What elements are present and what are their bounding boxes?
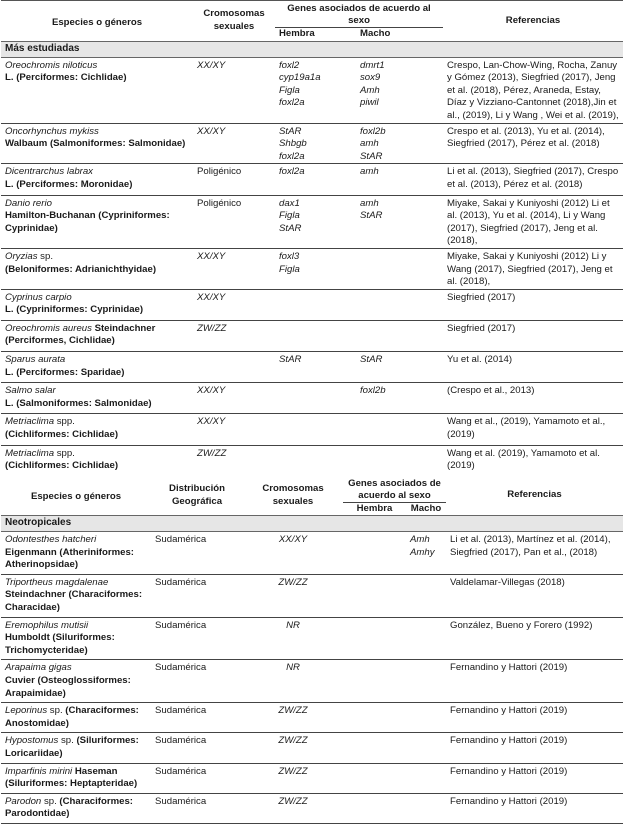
gene-name: Figla — [279, 84, 300, 96]
female-genes-cell — [343, 793, 406, 823]
chromosomes-cell: ZW/ZZ — [278, 765, 308, 777]
chromosomes-cell: ZW/ZZ — [278, 576, 308, 588]
header-female: Hembra — [275, 28, 356, 42]
species-taxonomy: Walbaum (Salmoniformes: Salmonidae) — [5, 138, 186, 150]
species-name-line — [5, 323, 189, 336]
chromosomes-cell: ZW/ZZ — [278, 705, 308, 717]
chromosomes-cell: XX/XY — [197, 250, 226, 262]
table-row — [1, 352, 623, 383]
female-genes-cell — [275, 248, 356, 289]
references-cell: Fernandino y Hattori (2019) — [450, 735, 568, 747]
header-references: Referencias — [505, 14, 561, 26]
header2-chromosomes: Cromosomas sexuales — [262, 483, 324, 507]
species-name-line — [5, 166, 189, 179]
chromosomes-cell: ZW/ZZ — [197, 322, 227, 334]
species-cell — [1, 383, 193, 414]
species-qualifier: spp. — [54, 447, 75, 459]
species-scientific-name: Danio rerio — [5, 197, 52, 209]
gene-name: Amh — [410, 534, 430, 545]
species-name-line — [5, 735, 147, 748]
species-name-line — [5, 198, 189, 211]
gene-name: dmrt1 — [360, 59, 385, 71]
male-genes-cell — [406, 574, 446, 617]
references-cell: Miyake, Sakai y Kuniyoshi (2012) Li et al. (2013), Yu et al. (2014), Li y Wang (2017), Siegfried (2017), Jeng et al. (2018), — [447, 197, 610, 247]
gene-name: StAR — [360, 210, 383, 222]
gene-name: foxl2a — [279, 166, 305, 178]
gene-name: StAR — [279, 125, 302, 137]
chromosomes-cell: Poligénico — [197, 166, 242, 178]
species-cell — [1, 123, 193, 164]
distribution-cell: Sudamérica — [155, 662, 207, 674]
species-scientific-name: Parodon — [5, 795, 42, 807]
species-taxonomy: (Siluriformes: Heptapteridae) — [5, 778, 138, 790]
section-neotropical: Neotropicales — [5, 517, 72, 529]
male-genes-cell — [406, 763, 446, 793]
male-genes-cell — [406, 617, 446, 660]
species-scientific-name: Imparfinis mirini — [5, 765, 73, 777]
species-taxonomy: (Cichliformes: Cichlidae) — [5, 460, 119, 472]
species-name-line — [5, 448, 189, 461]
species-scientific-name: Oryzias — [5, 250, 38, 262]
gene-name: amh — [360, 197, 379, 209]
species-taxonomy: L. (Perciformes: Moronidae) — [5, 178, 133, 190]
species-taxonomy: L. (Perciformes: Cichlidae) — [5, 72, 127, 84]
gene-name: amh — [360, 138, 379, 150]
species-name-line — [5, 385, 189, 398]
species-cell — [1, 414, 193, 445]
chromosomes-cell: ZW/ZZ — [197, 447, 227, 459]
species-taxonomy: (Cichliformes: Cichlidae) — [5, 429, 119, 441]
male-genes-cell — [356, 352, 443, 383]
species-taxonomy: (Beloniformes: Adrianichthyidae) — [5, 263, 157, 275]
species-cell — [1, 195, 193, 248]
male-genes-cell — [406, 793, 446, 823]
gene-name: Figla — [279, 263, 300, 275]
male-genes-cell — [406, 703, 446, 733]
species-scientific-name: Oreochromis niloticus — [5, 59, 98, 71]
male-genes-cell — [406, 660, 446, 703]
references-cell: Yu et al. (2014) — [447, 354, 513, 366]
distribution-cell: Sudamérica — [155, 795, 207, 807]
references-cell: Fernandino y Hattori (2019) — [450, 662, 568, 674]
male-genes-cell — [356, 195, 443, 248]
table-row — [1, 289, 623, 320]
gene-name: foxl2b — [360, 125, 386, 137]
male-genes-cell — [356, 445, 443, 476]
species-author: (Siluriformes: — [76, 735, 139, 747]
male-genes-cell — [356, 320, 443, 351]
species-scientific-name: Eremophilus mutisii — [5, 619, 89, 631]
species-scientific-name: Metriaclima — [5, 447, 55, 459]
female-genes-cell — [275, 289, 356, 320]
sex-genes-table — [1, 0, 623, 476]
species-scientific-name: Odontesthes hatcheri — [5, 534, 97, 545]
chromosomes-cell: Poligénico — [197, 197, 242, 209]
female-genes-cell — [275, 320, 356, 351]
gene-name: Shbgb — [279, 138, 307, 150]
header-male: Macho — [356, 28, 443, 42]
table-row — [1, 703, 623, 733]
male-genes-cell — [356, 383, 443, 414]
gene-name: StAR — [279, 222, 302, 234]
female-genes-cell — [275, 445, 356, 476]
species-name-line — [5, 534, 147, 547]
species-cell — [1, 248, 193, 289]
references-cell: Valdelamar-Villegas (2018) — [450, 576, 565, 588]
references-cell: Li et al. (2013), Siegfried (2017), Crespo et al. (2013), Pérez et al. (2018) — [447, 166, 619, 190]
references-cell: Fernandino y Hattori (2019) — [450, 795, 568, 807]
table-row — [1, 123, 623, 164]
species-taxonomy: L. (Salmoniformes: Salmonidae) — [5, 397, 152, 409]
species-taxonomy: (Perciformes, Cichlidae) — [5, 335, 115, 347]
female-genes-cell — [343, 532, 406, 575]
male-genes-cell — [356, 123, 443, 164]
species-scientific-name: Arapaima gigas — [5, 662, 72, 674]
female-genes-cell — [343, 617, 406, 660]
species-cell — [1, 164, 193, 195]
species-taxonomy: L. (Cypriniformes: Cyprinidae) — [5, 304, 144, 316]
species-cell — [1, 445, 193, 476]
table-row — [1, 57, 623, 123]
species-scientific-name: Leporinus — [5, 705, 48, 717]
species-scientific-name: Hypostomus — [5, 735, 59, 747]
species-name-line — [5, 796, 147, 809]
species-author: (Characiformes: — [59, 795, 133, 807]
table-row — [1, 320, 623, 351]
distribution-cell: Sudamérica — [155, 576, 207, 588]
section-most-studied: Más estudiadas — [5, 43, 80, 54]
table-row — [1, 532, 623, 575]
male-genes-cell — [356, 164, 443, 195]
distribution-cell: Sudamérica — [155, 619, 207, 631]
references-cell: Wang et al., (2019), Yamamoto et al., (2019) — [447, 416, 606, 441]
species-scientific-name: Oncorhynchus mykiss — [5, 125, 99, 137]
species-qualifier: sp. — [58, 735, 77, 747]
female-genes-cell — [343, 703, 406, 733]
chromosomes-cell: XX/XY — [197, 385, 226, 397]
chromosomes-cell: XX/XY — [197, 416, 226, 428]
references-cell: Fernandino y Hattori (2019) — [450, 705, 568, 717]
species-name-line — [5, 620, 147, 633]
species-qualifier: spp. — [54, 416, 75, 428]
species-cell — [1, 574, 151, 617]
references-cell: Crespo, Lan-Chow-Wing, Rocha, Zanuy y Gómez (2013), Siegfried (2017), Jeng et al. (2018), Pérez, Araneda, Estay, Díaz y Vizziano-Cantonnet (2018),Jin et al., (2019), Li y Wang , Wei et al. (2019), — [447, 59, 619, 121]
gene-name: foxl2a — [279, 97, 305, 109]
header-chromosomes: Cromosomas sexuales — [203, 8, 265, 32]
chromosomes-cell: XX/XY — [197, 291, 226, 303]
species-name-line — [5, 251, 189, 264]
table-row — [1, 195, 623, 248]
gene-name: amh — [360, 166, 379, 178]
female-genes-cell — [275, 414, 356, 445]
species-scientific-name: Sparus aurata — [5, 354, 66, 366]
chromosomes-cell: XX/XY — [197, 59, 226, 71]
species-scientific-name: Triportheus magdalenae — [5, 576, 109, 588]
table-row — [1, 383, 623, 414]
species-name-line — [5, 126, 189, 139]
table-row — [1, 617, 623, 660]
species-scientific-name: Metriaclima — [5, 416, 55, 428]
male-genes-cell — [356, 289, 443, 320]
gene-name: sox9 — [360, 72, 381, 84]
species-scientific-name: Cyprinus carpio — [5, 291, 72, 303]
table-row — [1, 793, 623, 823]
male-genes-cell — [406, 733, 446, 763]
chromosomes-cell: XX/XY — [278, 534, 308, 545]
table-row — [1, 414, 623, 445]
gene-name: StAR — [279, 354, 302, 366]
table-row — [1, 574, 623, 617]
header2-references: Referencias — [507, 489, 562, 501]
species-cell — [1, 320, 193, 351]
references-cell: González, Bueno y Forero (1992) — [450, 619, 593, 631]
gene-name: Amh — [360, 84, 380, 96]
female-genes-cell — [275, 164, 356, 195]
species-cell — [1, 532, 151, 575]
species-name-line — [5, 705, 147, 718]
gene-name: dax1 — [279, 197, 300, 209]
species-cell — [1, 763, 151, 793]
species-taxonomy: Hamilton-Buchanan (Cypriniformes: Cyprinidae) — [5, 210, 170, 234]
female-genes-cell — [275, 57, 356, 123]
female-genes-cell — [343, 660, 406, 703]
species-name-line — [5, 292, 189, 305]
male-genes-cell — [356, 414, 443, 445]
gene-name: StAR — [360, 150, 383, 162]
references-cell: Crespo et al. (2013), Yu et al. (2014), Siegfried (2017), Pérez et al. (2018) — [447, 125, 605, 150]
female-genes-cell — [275, 195, 356, 248]
references-cell: Siegfried (2017) — [447, 322, 516, 334]
header2-species: Especies o géneros — [30, 490, 122, 502]
chromosomes-cell: ZW/ZZ — [278, 735, 308, 747]
references-cell: Wang et al. (2019), Yamamoto et al. (2019) — [447, 447, 600, 472]
table-row — [1, 248, 623, 289]
species-taxonomy: Eigenmann (Atheriniformes: Atherinopsidae) — [5, 546, 134, 571]
header2-genes-group: Genes asociados de acuerdo al sexo — [348, 477, 441, 501]
gene-name: Amhy — [410, 546, 435, 558]
female-genes-cell — [275, 123, 356, 164]
species-cell — [1, 733, 151, 763]
species-qualifier: sp. — [41, 795, 60, 807]
male-genes-cell — [356, 57, 443, 123]
species-name-line — [5, 60, 189, 73]
species-cell — [1, 660, 151, 703]
species-qualifier: sp. — [47, 705, 66, 717]
header-species: Especies o géneros — [51, 16, 143, 28]
species-name-line — [5, 577, 147, 590]
table-row — [1, 660, 623, 703]
chromosomes-cell: XX/XY — [197, 125, 226, 137]
distribution-cell: Sudamérica — [155, 765, 207, 777]
species-name-line — [5, 416, 189, 429]
header2-female: Hembra — [343, 502, 406, 516]
species-taxonomy: Steindachner (Characiformes: Characidae) — [5, 589, 143, 613]
male-genes-cell — [406, 532, 446, 575]
gene-name: foxl2 — [279, 59, 300, 71]
female-genes-cell — [343, 574, 406, 617]
species-cell — [1, 57, 193, 123]
references-cell: Fernandino y Hattori (2019) — [450, 765, 568, 777]
female-genes-cell — [275, 352, 356, 383]
species-taxonomy: Parodontidae) — [5, 808, 70, 820]
species-author: (Characiformes: — [65, 705, 139, 717]
gene-name: foxl3 — [279, 250, 300, 262]
species-cell — [1, 289, 193, 320]
table-row — [1, 164, 623, 195]
species-cell — [1, 703, 151, 733]
table-row — [1, 733, 623, 763]
species-name-line — [5, 766, 147, 779]
references-cell: (Crespo et al., 2013) — [447, 385, 535, 397]
species-name-line — [5, 662, 147, 675]
neotropical-table — [1, 476, 623, 824]
gene-name: foxl2b — [360, 385, 386, 397]
species-cell — [1, 617, 151, 660]
species-cell — [1, 352, 193, 383]
species-scientific-name: Oreochromis aureus — [5, 322, 92, 334]
male-genes-cell — [356, 248, 443, 289]
species-author: Haseman — [74, 765, 118, 777]
species-name-line — [5, 354, 189, 367]
references-cell: Miyake, Sakai y Kuniyoshi (2012) Li y Wang (2017), Siegfried (2017), Jeng et al. (2018), — [447, 250, 613, 288]
references-cell: Siegfried (2017) — [447, 291, 516, 303]
header-genes-group: Genes asociados de acuerdo al sexo — [287, 3, 431, 27]
chromosomes-cell: NR — [286, 662, 300, 674]
species-taxonomy: Cuvier (Osteoglossiformes: Arapaimidae) — [5, 674, 131, 699]
species-taxonomy: Humboldt (Siluriformes: Trichomycteridae) — [5, 632, 115, 656]
table-row — [1, 445, 623, 476]
gene-name: cyp19a1a — [279, 72, 321, 84]
female-genes-cell — [343, 763, 406, 793]
species-qualifier: sp. — [37, 250, 53, 262]
female-genes-cell — [343, 733, 406, 763]
chromosomes-cell: NR — [286, 619, 300, 631]
species-taxonomy: Anostomidae) — [5, 717, 69, 729]
gene-name: foxl2a — [279, 150, 305, 162]
references-cell: Li et al. (2013), Martínez et al. (2014), Siegfried (2017), Pan et al., (2018) — [450, 534, 611, 558]
chromosomes-cell — [193, 352, 275, 383]
species-taxonomy: Loricariidae) — [5, 747, 63, 759]
female-genes-cell — [275, 383, 356, 414]
gene-name: piwil — [360, 97, 379, 109]
species-scientific-name: Salmo salar — [5, 385, 56, 397]
distribution-cell: Sudamérica — [155, 705, 207, 717]
species-author: Steindachner — [91, 322, 156, 334]
gene-name: StAR — [360, 354, 383, 366]
header2-male: Macho — [406, 502, 446, 516]
header2-distribution: Distribución Geográfica — [169, 483, 225, 507]
table-row — [1, 763, 623, 793]
species-cell — [1, 793, 151, 823]
distribution-cell: Sudamérica — [155, 735, 207, 747]
chromosomes-cell: ZW/ZZ — [278, 795, 308, 807]
species-scientific-name: Dicentrarchus labrax — [5, 166, 93, 178]
species-taxonomy: L. (Perciformes: Sparidae) — [5, 366, 125, 378]
distribution-cell: Sudamérica — [155, 534, 207, 545]
gene-name: Figla — [279, 210, 300, 222]
